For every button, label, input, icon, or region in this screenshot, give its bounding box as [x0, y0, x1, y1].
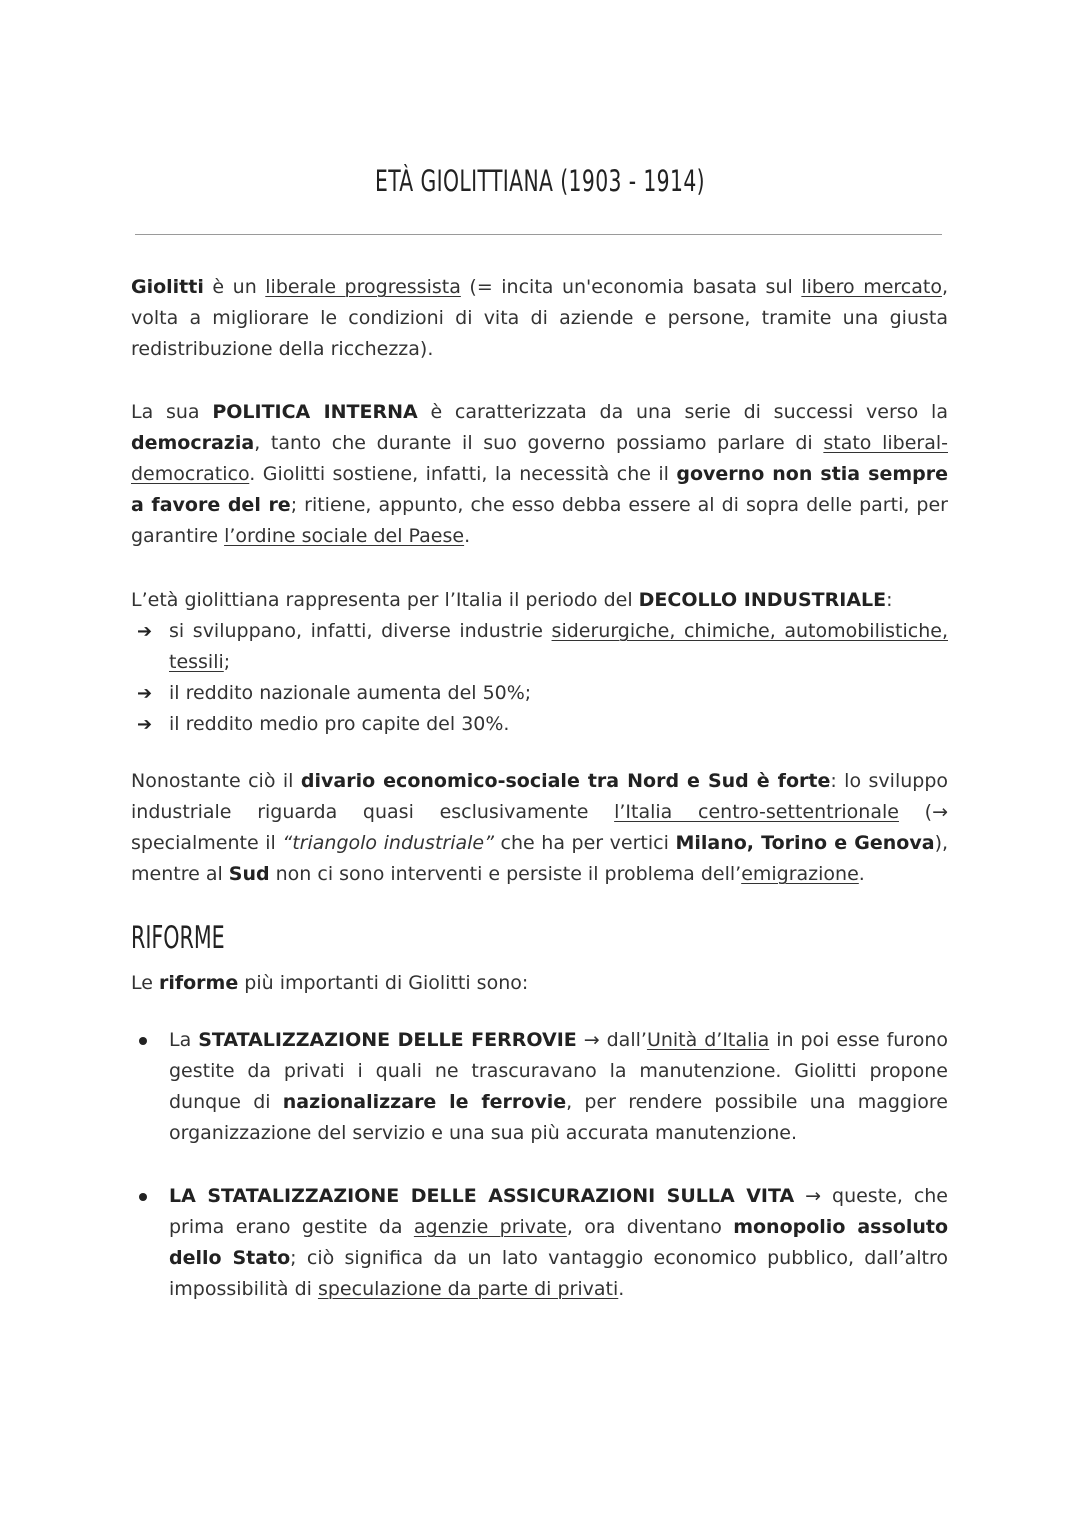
underlined-text: agenzie private: [413, 1216, 567, 1238]
bullet-list: [131, 1025, 948, 1149]
text-span: Nonostante ciò il: [131, 770, 301, 792]
section-heading: RIFORME: [131, 920, 225, 956]
text-span: ; ciò significa da un lato vantaggio economico pubblico, dall’altro impossibilità di: [169, 1247, 948, 1300]
paragraph-divario: [131, 766, 948, 890]
text-span: ; ritiene, appunto, che esso debba essere al di sopra delle parti, per garantire: [131, 494, 948, 547]
text-span: : lo sviluppo industriale riguarda quasi esclusivamente: [131, 770, 949, 823]
underlined-text: Unità d’Italia: [646, 1029, 770, 1051]
text-span: Le: [131, 972, 159, 994]
underlined-text: stato liberal-democratico: [131, 432, 948, 485]
bold-text: DECOLLO INDUSTRIALE: [638, 589, 887, 611]
bold-text: divario economico-sociale tra Nord e Sud è forte: [300, 770, 831, 792]
text-span: → dall’: [576, 1029, 647, 1051]
bold-text: democrazia: [131, 432, 255, 454]
text-span: . Giolitti sostiene, infatti, la necessità che il: [249, 463, 677, 485]
bold-text: STATALIZZAZIONE DELLE FERROVIE: [198, 1029, 577, 1051]
text-span: in poi esse furono gestite da privati i quali ne trascuravano la manutenzione. Giolitti propone dunque di: [169, 1029, 948, 1113]
bold-text: Milano, Torino e Genova: [675, 832, 935, 854]
text-span: è caratterizzata da una serie di successi verso la: [417, 401, 948, 423]
list-item: [131, 1025, 948, 1149]
text-span: è un: [203, 276, 266, 298]
bullet-icon: [139, 1193, 147, 1201]
list-item: [131, 678, 948, 709]
bullet-icon: [139, 1037, 147, 1045]
text-span: ;: [223, 651, 231, 673]
bullet-list: [131, 1181, 948, 1305]
text-span: :: [886, 589, 893, 611]
bold-text: riforme: [158, 972, 239, 994]
text-span: ), mentre al: [131, 832, 949, 885]
text-span: , ora diventano: [566, 1216, 734, 1238]
text-span: .: [858, 863, 865, 885]
bold-text: governo non stia sempre a favore del re: [131, 463, 948, 516]
list-item: [131, 709, 948, 740]
underlined-text: liberale progressista: [265, 276, 461, 298]
text-span: (→ specialmente il: [131, 801, 949, 854]
paragraph-riforme-intro: [131, 968, 948, 999]
text-span: .: [464, 525, 471, 547]
text-span: , per rendere possibile una maggiore organizzazione del servizio e una sua più accurata manutenzione.: [169, 1091, 948, 1144]
list-item: [131, 1181, 948, 1305]
underlined-text: emigrazione: [741, 863, 859, 885]
title-divider: [135, 234, 942, 235]
text-span: si sviluppano, infatti, diverse industrie: [169, 620, 552, 642]
text-span: , tanto che durante il suo governo possiamo parlare di: [254, 432, 824, 454]
text-span: → queste, che prima erano gestite da: [169, 1185, 948, 1238]
bold-text: LA STATALIZZAZIONE DELLE ASSICURAZIONI SULLA VITA: [169, 1185, 795, 1207]
text-span: La: [169, 1029, 199, 1051]
text-span: il reddito medio pro capite del 30%.: [169, 713, 510, 735]
text-span: (= incita un'economia basata sul: [460, 276, 802, 298]
page-title: ETÀ GIOLITTIANA (1903 - 1914): [374, 164, 705, 198]
text-span: che ha per vertici: [493, 832, 676, 854]
underlined-text: siderurgiche, chimiche, automobilistiche, tessili: [169, 620, 948, 673]
underlined-text: libero mercato: [801, 276, 942, 298]
text-span: più importanti di Giolitti sono:: [238, 972, 529, 994]
arrow-icon: ➔: [137, 621, 153, 642]
arrow-icon: ➔: [137, 714, 153, 735]
paragraph-decollo: [131, 585, 948, 616]
bold-text: Giolitti: [131, 276, 204, 298]
underlined-text: l’ordine sociale del Paese: [224, 525, 465, 547]
bold-text: Sud: [228, 863, 270, 885]
paragraph-politica-interna: [131, 397, 948, 552]
bold-text: monopolio assoluto dello Stato: [169, 1216, 948, 1269]
arrow-icon: ➔: [137, 683, 153, 704]
text-span: La sua: [131, 401, 213, 423]
text-span: .: [618, 1278, 625, 1300]
text-span: non ci sono interventi e persiste il problema dell’: [269, 863, 742, 885]
underlined-text: speculazione da parte di privati: [317, 1278, 619, 1300]
bold-text: nazionalizzare le ferrovie: [282, 1091, 567, 1113]
bold-text: POLITICA INTERNA: [212, 401, 418, 423]
text-span: il reddito nazionale aumenta del 50%;: [169, 682, 532, 704]
italic-text: “triangolo industriale”: [282, 832, 494, 854]
text-span: L’età giolittiana rappresenta per l’Italia il periodo del: [131, 589, 639, 611]
text-span: , volta a migliorare le condizioni di vita di aziende e persone, tramite una giusta redistribuzione della ricchezza).: [131, 276, 949, 360]
arrow-list: [131, 616, 948, 740]
paragraph-intro: [131, 272, 948, 365]
list-item: [131, 616, 948, 678]
underlined-text: l’Italia centro-settentrionale: [614, 801, 899, 823]
